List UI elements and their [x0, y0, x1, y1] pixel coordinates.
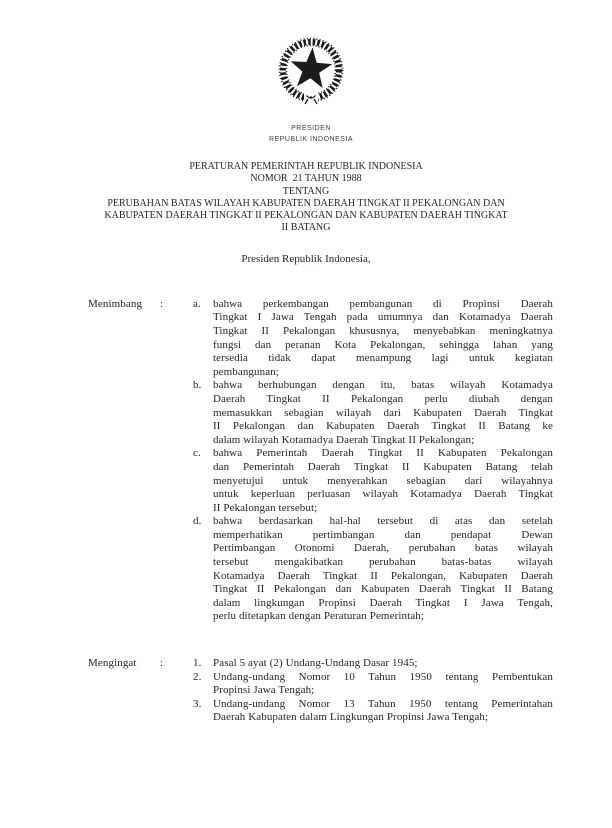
- section-label: Menimbang: [88, 297, 143, 310]
- list-item: [193, 698, 553, 725]
- star-icon: [289, 46, 333, 89]
- section-mengingat: [88, 657, 553, 725]
- item-marker: d.: [193, 515, 202, 528]
- item-marker: b.: [193, 379, 202, 392]
- item-marker: 2.: [193, 670, 202, 683]
- letterhead-republik-indonesia: REPUBLIK INDONESIA: [268, 136, 354, 143]
- emblem-container: [0, 36, 612, 113]
- salutation: Presiden Republik Indonesia,: [241, 252, 371, 265]
- list-item: [193, 671, 553, 698]
- title-subject: PERUBAHAN BATAS WILAYAH KABUPATEN DAERAH TINGKAT II PEKALONGAN DAN KABUPATEN DAERAH TINGKAT II PEKALONGAN DAN KABUPATEN DAERAH TINGKAT II BATANG: [104, 197, 508, 234]
- section-label: Mengingat: [88, 657, 137, 670]
- item-marker: c.: [193, 447, 201, 460]
- document-page: [0, 36, 612, 828]
- title-peraturan: PERATURAN PEMERINTAH REPUBLIK INDONESIA: [189, 161, 423, 172]
- document-body: [88, 298, 553, 725]
- item-marker: a.: [193, 297, 201, 310]
- letterhead-presiden: PRESIDEN: [291, 125, 331, 132]
- presidential-seal: [276, 36, 346, 108]
- item-text: bahwa perkembangan pembangunan di Propinsi Daerah Tingkat I Jawa Tengah pada umumnya dan Kotamadya Daerah Tingkat II Pekalongan khususnya, menyebabkan meningkatnya fungsi dan peranan Kota Pekalongan, sehingga lahan yang tersedia tidak dapat menampung lagi untuk kegiatan pembangunan;: [213, 297, 553, 378]
- item-text: Undang-undang Nomor 10 Tahun 1950 tentang Pembentukan Propinsi Jawa Tengah;: [213, 670, 553, 697]
- section-items: [193, 298, 553, 624]
- item-text: bahwa Pemerintah Daerah Tingkat II Kabupaten Pekalongan dan Pemerintah Daerah Tingkat II Kabupaten Batang telah menyetujui untuk menyerahkan sebagian dari wilayahnya untuk keperluan perluasan wilayah Kotamadya Daerah Tingkat II Pekalongan tersebut;: [213, 447, 553, 514]
- item-text: bahwa berdasarkan hal-hal tersebut di atas dan setelah memperhatikan pertimbangan dan pendapat Dewan Pertimbangan Otonomi Daerah, perubahan batas wilayah tersebut mengakibatkan perubahan batas-batas wilayah Kotamadya Daerah Tingkat II Pekalongan, Kabupaten Daerah Tingkat II Pekalongan dan Kabupaten Daerah Tingkat II Batang dalam lingkungan Propinsi Daerah Tingkat I Jawa Tengah, perlu ditetapkan dengan Peraturan Pemerintah;: [213, 515, 553, 623]
- list-item: [193, 379, 553, 447]
- item-text: bahwa berhubungan dengan itu, batas wilayah Kotamadya Daerah Tingkat II Pekalongan perlu diubah dengan memasukkan sebagian wilayah dari Kabupaten Daerah Tingkat II Pekalongan dan Kabupaten Daerah Tingkat II Batang ke dalam wilayah Kotamadya Daerah Tingkat II Pekalongan;: [213, 379, 553, 446]
- list-item: [193, 515, 553, 624]
- list-item: [193, 298, 553, 380]
- item-text: Pasal 5 ayat (2) Undang-Undang Dasar 1945;: [213, 657, 418, 670]
- section-colon: :: [160, 657, 164, 670]
- list-item: [193, 657, 553, 671]
- title-tentang: TENTANG: [282, 185, 330, 197]
- section-items: [193, 657, 553, 725]
- item-marker: 3.: [193, 697, 202, 710]
- list-item: [193, 447, 553, 515]
- document-title: [0, 161, 612, 235]
- section-colon: :: [160, 297, 164, 310]
- title-nomor: NOMOR 21 TAHUN 1988: [250, 173, 362, 185]
- item-text: Undang-undang Nomor 13 Tahun 1950 tentang Pemerintahan Daerah Kabupaten dalam Lingkungan Propinsi Jawa Tengah;: [213, 697, 553, 724]
- letterhead: [5, 123, 612, 145]
- item-marker: 1.: [193, 657, 202, 670]
- section-menimbang: [88, 298, 553, 624]
